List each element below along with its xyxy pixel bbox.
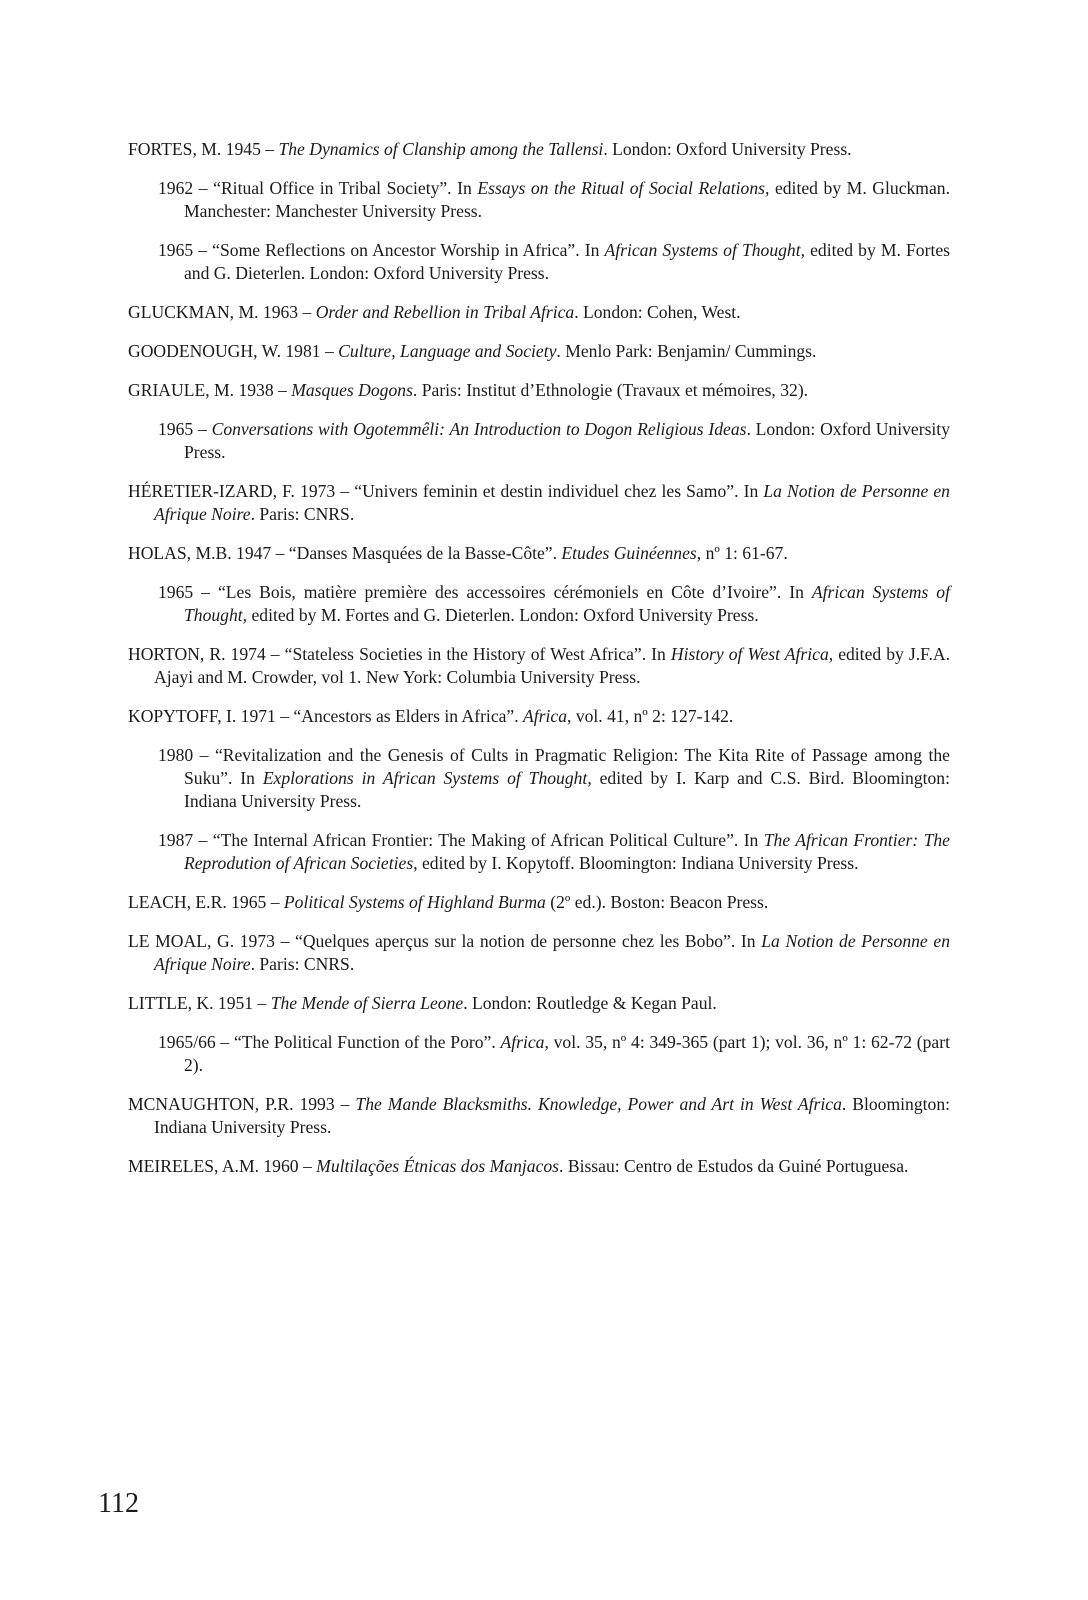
entry-text: LITTLE, K. 1951 – [128,993,271,1013]
entry-text: 1987 – “The Internal African Frontier: The Making of African Political Culture”. In [158,830,764,850]
entry-text: FORTES, M. 1945 – [128,139,279,159]
entry-title: The Dynamics of Clanship among the Tallensi [278,139,604,159]
bibliography-entry [128,1155,950,1178]
bibliography-entry [128,930,950,976]
entry-title: Culture, Language and Society [338,341,557,361]
bibliography-entry [128,1093,950,1139]
entry-text: . Menlo Park: Benjamin/ Cummings. [556,341,817,361]
entry-text: 1962 – “Ritual Office in Tribal Society”. In [158,178,478,198]
bibliography-entry [158,744,950,813]
entry-text: edited by M. Gluckman. Manchester: Manchester University Press. [184,178,950,221]
entry-title: African Systems of Thought, [604,240,805,260]
entry-title: Africa [500,1032,545,1052]
entry-text: 1965 – “Les Bois, matière première des accessoires cérémoniels en Côte d’Ivoire”. In [158,582,812,602]
bibliography-entry [128,891,950,914]
entry-title: Masques Dogons [291,380,413,400]
entry-title: Essays on the Ritual of Social Relations, [477,178,770,198]
bibliography-entry [158,177,950,223]
entry-text: LEACH, E.R. 1965 – [128,892,284,912]
entry-title: Multilações Étnicas dos Manjacos [316,1156,560,1176]
bibliography-entry [158,239,950,285]
bibliography-entry [158,418,950,464]
entry-text: edited by I. Karp and C.S. Bird. Bloomington: Indiana University Press. [184,768,950,811]
bibliography-entry [128,992,950,1015]
entry-text: 1965 – “Some Reflections on Ancestor Worship in Africa”. In [158,240,605,260]
bibliography-entry [158,829,950,875]
entry-text: GLUCKMAN, M. 1963 – [128,302,316,322]
entry-title: African Systems of Thought, [184,582,950,625]
entry-text: 1965 – [158,419,212,439]
entry-text: HOLAS, M.B. 1947 – “Danses Masquées de la Basse-Côte”. [128,543,562,563]
entry-title: Political Systems of Highland Burma [283,892,546,912]
entry-title: Explorations in African Systems of Thought, [262,768,592,788]
entry-title: La Notion de Personne en Afrique Noire [154,481,950,524]
bibliography-entry [158,1031,950,1077]
bibliography-entry [128,340,950,363]
entry-text: . London: Oxford University Press. [603,139,852,159]
bibliography-entry [128,379,950,402]
entry-text: , vol. 35, nº 4: 349-365 (part 1); vol. 36, nº 1: 62-72 (part 2). [184,1032,950,1075]
entry-text: . Bissau: Centro de Estudos da Guiné Portuguesa. [559,1156,909,1176]
entry-text: . Paris: Institut d’Ethnologie (Travaux et mémoires, 32). [412,380,809,400]
entry-text: . Paris: CNRS. [250,504,355,524]
bibliography-entry [128,301,950,324]
entry-text: , edited by I. Kopytoff. Bloomington: Indiana University Press. [413,853,859,873]
entry-text: . Bloomington: Indiana University Press. [154,1094,951,1137]
entry-text: edited by M. Fortes and G. Dieterlen. London: Oxford University Press. [184,240,950,283]
entry-text: LE MOAL, G. 1973 – “Quelques aperçus sur la notion de personne chez les Bobo”. In [128,931,762,951]
entry-text: . Paris: CNRS. [250,954,355,974]
page-number: 112 [98,1488,139,1519]
entry-title: Africa [523,706,568,726]
entry-title: The Mande Blacksmiths. Knowledge, Power and Art in West Africa [355,1094,842,1114]
bibliography-entry [128,542,950,565]
entry-text: HÉRETIER-IZARD, F. 1973 – “Univers feminin et destin individuel chez les Samo”. In [128,481,764,501]
bibliography [128,138,950,1178]
entry-text: . London: Oxford University Press. [184,419,950,462]
bibliography-entry [128,138,950,161]
bibliography-entry [128,705,950,728]
entry-title: Conversations with Ogotemmêli: An Introduction to Dogon Religious Ideas [211,419,747,439]
bibliography-entry [158,581,950,627]
entry-text: (2º ed.). Boston: Beacon Press. [545,892,769,912]
entry-text: GOODENOUGH, W. 1981 – [128,341,339,361]
entry-text: MEIRELES, A.M. 1960 – [128,1156,317,1176]
entry-title: The African Frontier: The Reprodution of African Societies [184,830,950,873]
entry-text: . London: Cohen, West. [574,302,741,322]
entry-text: . London: Routledge & Kegan Paul. [463,993,717,1013]
entry-text: , nº 1: 61-67. [696,543,788,563]
entry-text: edited by J.F.A. Ajayi and M. Crowder, vol 1. New York: Columbia University Press. [154,644,950,687]
entry-title: La Notion de Personne en Afrique Noire [154,931,950,974]
bibliography-entry [128,480,950,526]
entry-text: GRIAULE, M. 1938 – [128,380,292,400]
bibliography-entry [128,643,950,689]
entry-text: KOPYTOFF, I. 1971 – “Ancestors as Elders in Africa”. [128,706,524,726]
entry-text: edited by M. Fortes and G. Dieterlen. London: Oxford University Press. [247,605,759,625]
entry-text: , vol. 41, nº 2: 127-142. [567,706,734,726]
entry-text: 1965/66 – “The Political Function of the Poro”. [158,1032,501,1052]
entry-text: 1980 – “Revitalization and the Genesis of Cults in Pragmatic Religion: The Kita Rite of Passage among the Suku”. In [158,745,950,788]
entry-text: MCNAUGHTON, P.R. 1993 – [128,1094,356,1114]
entry-text: HORTON, R. 1974 – “Stateless Societies in the History of West Africa”. In [128,644,671,664]
entry-title: Etudes Guinéennes [561,543,697,563]
entry-title: Order and Rebellion in Tribal Africa [315,302,575,322]
entry-title: History of West Africa, [670,644,834,664]
entry-title: The Mende of Sierra Leone [270,993,464,1013]
